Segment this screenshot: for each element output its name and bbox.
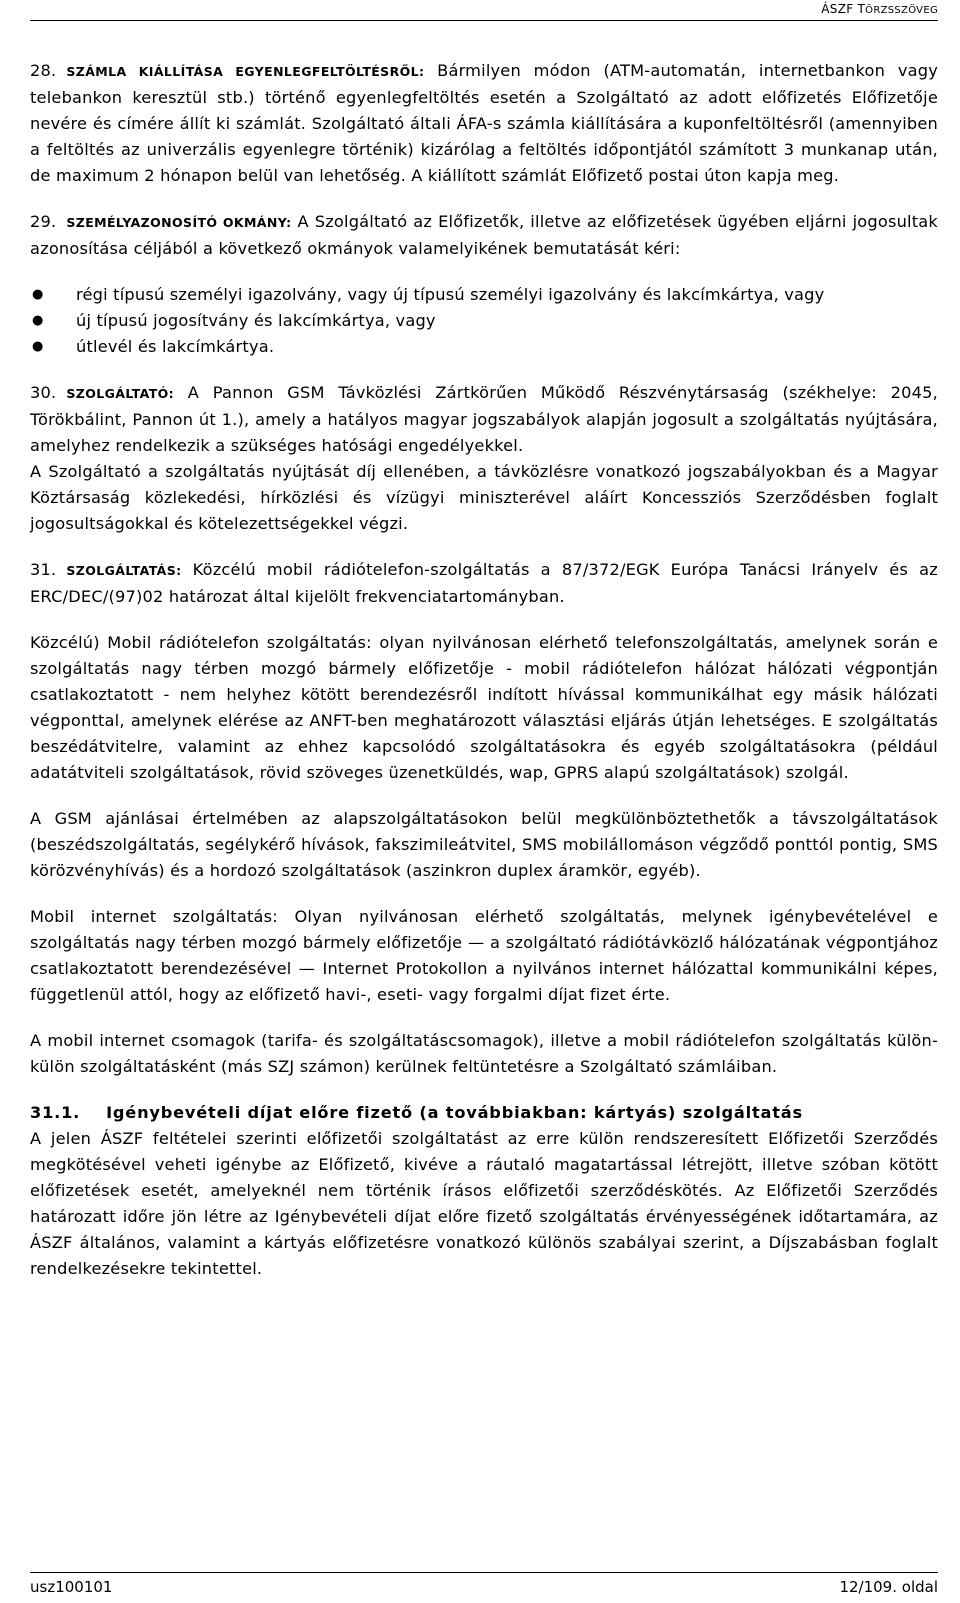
section-term: SZEMÉLYAZONOSÍTÓ OKMÁNY: xyxy=(66,215,292,230)
subsection-title: Igénybevételi díjat előre fizető (a továbbiakban: kártyás) szolgáltatás xyxy=(106,1103,803,1122)
section-30 xyxy=(30,380,938,459)
section-29 xyxy=(30,209,938,262)
document-page xyxy=(30,0,938,1603)
section-text: Közcélú mobil rádiótelefon-szolgáltatás a 87/372/EGK Európa Tanácsi Irányelv és az ERC/DEC/(97)02 határozat által kijelölt frekvenciatartományban. xyxy=(30,560,938,606)
header-title: ÁSZF T xyxy=(821,2,866,16)
section-text: A Szolgáltató az Előfizetők, illetve az előfizetések ügyében eljárni jogosultak azonosítása céljából a következő okmányok valamelyikének bemutatását kéri: xyxy=(30,212,938,258)
section-number: 31. xyxy=(30,560,57,579)
section-text: A Pannon GSM Távközlési Zártkörűen Működő Részvénytársaság (székhelye: 2045, Törökbálint, Pannon út 1.), amely a hatályos magyar jogszabályok alapján jogosult a szolgáltatás nyújtására, amelyhez rendelkezik a szükséges hatósági engedélyekkel. xyxy=(30,383,938,455)
document-id: usz100101 xyxy=(30,1578,113,1596)
bullet-icon: ● xyxy=(32,313,44,328)
section-number: 28. xyxy=(30,61,57,80)
document-list xyxy=(30,282,938,360)
page-number: 12/109. oldal xyxy=(839,1578,938,1596)
section-30-paragraph: A Szolgáltató a szolgáltatás nyújtását díj ellenében, a távközlésre vonatkozó jogszabályokban és a Magyar Köztársaság közlekedési, hírközlési és vízügyi miniszterével aláírt Koncessziós Szerződésben foglalt jogosultságokkal és kötelezettségekkel végzi. xyxy=(30,462,938,533)
subsection-text: A jelen ÁSZF feltételei szerinti előfizetői szolgáltatást az erre külön rendszeresített Előfizetői Szerződés megkötésével veheti igénybe az Előfizető, kivéve a ráutaló magatartással létrejött, illetve szóban kötött előfizetések esetét, amelyeknél nem történik írásos előfizetői szerződéskötés. Az Előfizetői Szerződés határozatt időre jön létre az Igénybevételi díjat előre fizető szolgáltatás érvényességének időtartamára, az ÁSZF általános, valamint a kártyás előfizetésre vonatkozó különös szabályai szerint, a Díjszabásban foglalt rendelkezésekre tekintettel. xyxy=(30,1129,938,1278)
list-item: ● régi típusú személyi igazolvány, vagy új típusú személyi igazolvány és lakcímkártya, vagy xyxy=(30,282,938,308)
section-term: SZOLGÁLTATÓ: xyxy=(66,386,175,401)
bullet-icon: ● xyxy=(32,287,44,302)
bullet-icon: ● xyxy=(32,339,44,354)
paragraph-mobile-internet: Mobil internet szolgáltatás: Olyan nyilvánosan elérhető szolgáltatás, melynek igénybevételével e szolgáltatás nagy térben mozgó bármely előfizetője — a szolgáltató rádiótávközlő hálózatának végpontjához csatlakoztatott berendezésével — Internet Protokollon a nyilvános internet hálózattal kommunikálni képes, függetlenül attól, hogy az előfizető havi-, eseti- vagy forgalmi díjat fizet érte. xyxy=(30,907,938,1004)
subsection-heading xyxy=(30,1100,938,1126)
page-footer xyxy=(30,1572,938,1595)
section-number: 30. xyxy=(30,383,57,402)
paragraph-mobile-phone-service: Közcélú) Mobil rádiótelefon szolgáltatás: olyan nyilvánosan elérhető telefonszolgáltatás, amelynek során e szolgáltatás nagy térben mozgó bármely előfizetője - mobil rádiótelefon hálózat hálózati végpontján csatlakoztatott - nem helyhez kötött berendezésről indított hívással kommunikálhat egy másik hálózati végponttal, amelynek elérése az ANFT-ben meghatározott választási eljárás útján lehetséges. E szolgáltatás beszédátvitelre, valamint az ehhez kapcsolódó szolgáltatásokra és egyéb szolgáltatásokra (például adatátviteli szolgáltatások, rövid szöveges üzenetküldés, wap, GPRS alapú szolgáltatások) szolgál. xyxy=(30,633,938,782)
list-item: ● útlevél és lakcímkártya. xyxy=(30,334,938,360)
document-body xyxy=(30,58,938,1282)
section-number: 29. xyxy=(30,212,57,231)
section-31 xyxy=(30,557,938,610)
section-28 xyxy=(30,58,938,189)
subsection-number: 31.1. xyxy=(30,1103,81,1122)
header-title-small: ÖRZSSZÖVEG xyxy=(865,5,938,16)
section-term: SZÁMLA KIÁLLÍTÁSA EGYENLEGFELTÖLTÉSRŐL: xyxy=(66,64,425,79)
paragraph-gsm-recommendations: A GSM ajánlásai értelmében az alapszolgáltatásokon belül megkülönböztethetők a távszolgáltatások (beszédszolgáltatás, segélykérő hívások, fakszimileátvitel, SMS mobilállomáson végződő ponttól pontig, SMS körözvényhívás) és a hordozó szolgáltatások (aszinkron duplex áramkör, egyéb). xyxy=(30,809,938,880)
section-term: SZOLGÁLTATÁS: xyxy=(66,563,182,578)
page-header xyxy=(30,2,938,21)
list-item: ● új típusú jogosítvány és lakcímkártya, vagy xyxy=(30,308,938,334)
section-text: Bármilyen módon (ATM-automatán, internetbankon vagy telebankon keresztül stb.) történő egyenlegfeltöltés esetén a Szolgáltató az adott előfizetés Előfizetője nevére és címére állít ki számlát. Szolgáltató általi ÁFA-s számla kiállítására a kuponfeltöltésről (amennyiben a feltöltés az univerzális egyenlegre történik) kizárólag a feltöltés időpontjától számított 3 munkanap után, de maximum 2 hónapon belül van lehetőség. A kiállított számlát Előfizető postai úton kapja meg. xyxy=(30,61,938,185)
paragraph-mobile-internet-packages: A mobil internet csomagok (tarifa- és szolgáltatáscsomagok), illetve a mobil rádiótelefon szolgáltatás külön-külön szolgáltatásként (más SZJ számon) kerülnek feltüntetésre a Szolgáltató számláiban. xyxy=(30,1031,938,1076)
